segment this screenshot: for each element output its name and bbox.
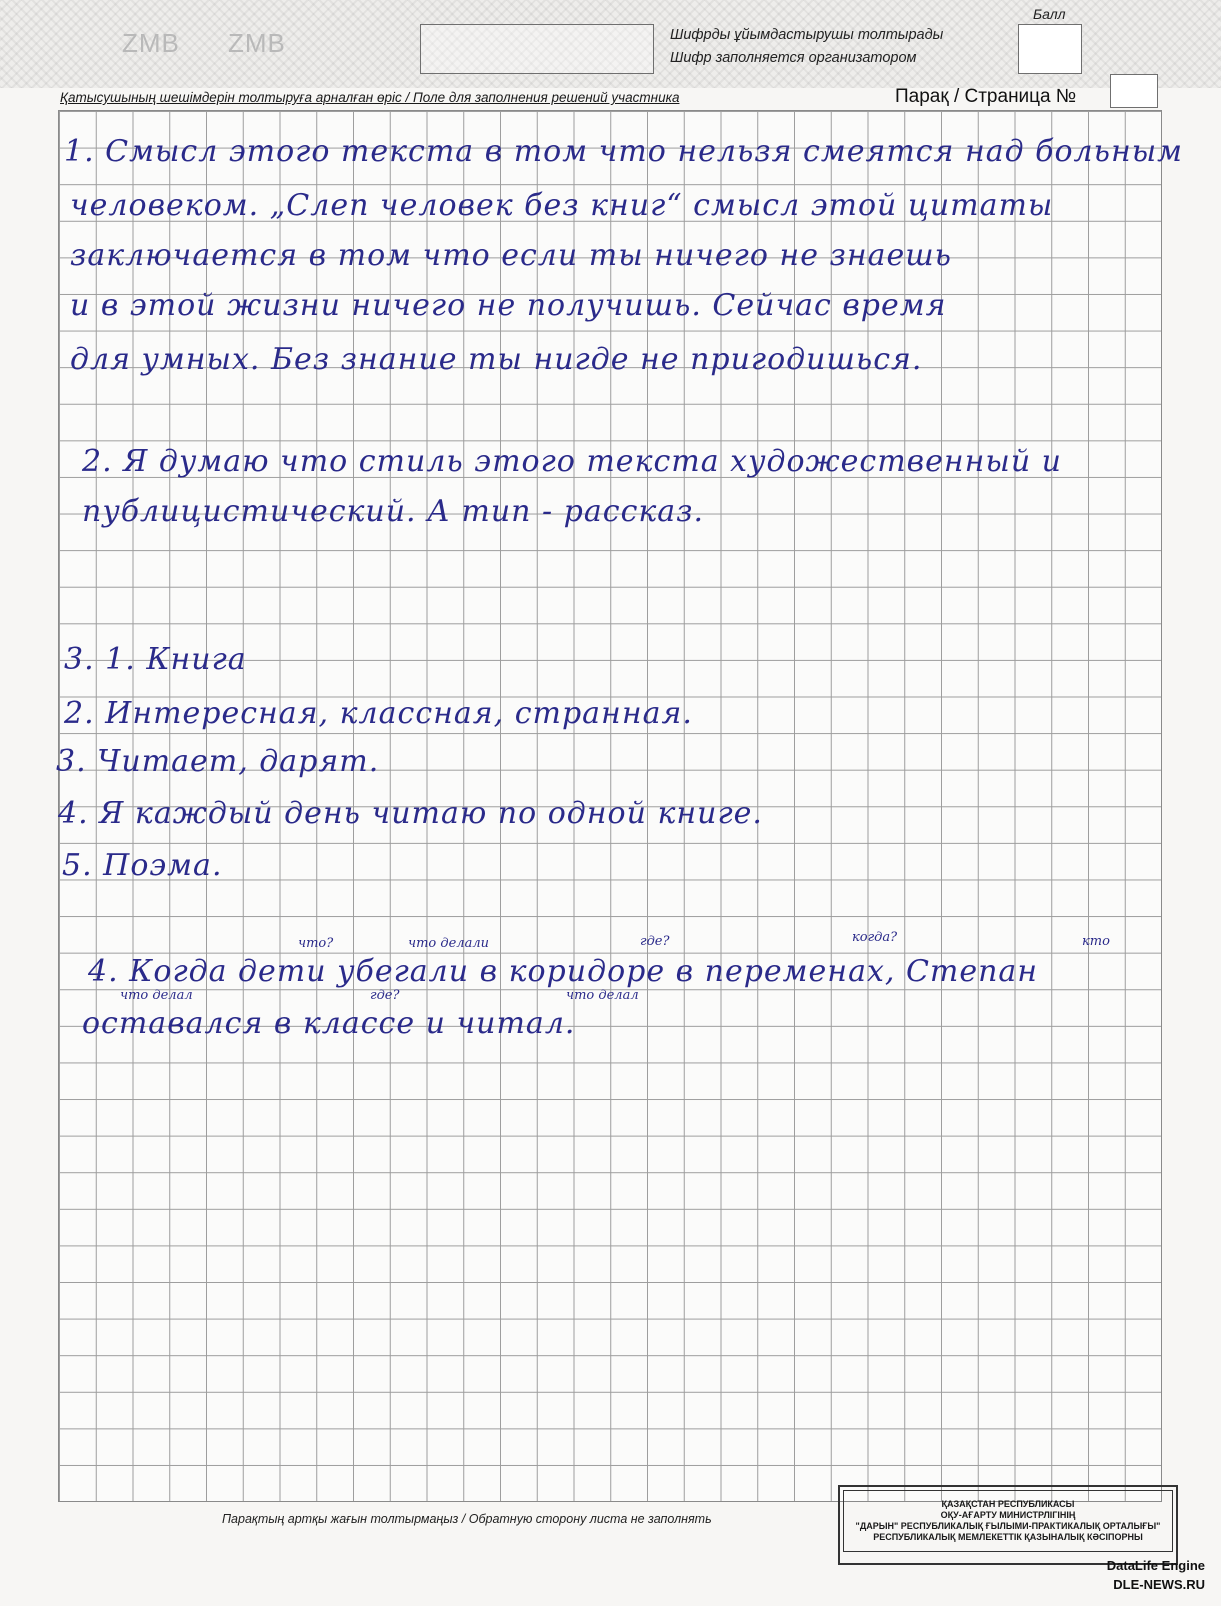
score-label: Балл — [1033, 6, 1066, 22]
handwritten-line: для умных. Без знание ты нигде не пригодишься. — [70, 342, 923, 377]
handwritten-line: 3. 1. Книга — [64, 642, 247, 677]
handwritten-line: 2. Интересная, классная, странная. — [64, 696, 693, 731]
handwritten-line: 1. Смысл этого текста в том что нельзя смеятся над больным — [64, 134, 1184, 169]
annotation: что делали — [408, 936, 489, 951]
page-number-label: Парақ / Страница № — [895, 86, 1077, 107]
cipher-label-ru: Шифр заполняется организатором — [670, 50, 917, 66]
handwritten-line: оставался в классе и читал. — [82, 1006, 576, 1041]
handwritten-line: заключается в том что если ты ничего не знаешь — [70, 238, 953, 273]
stamp-line: ҚАЗАҚСТАН РЕСПУБЛИКАСЫ — [941, 1499, 1075, 1509]
page-number-box[interactable] — [1110, 74, 1158, 108]
organization-stamp — [838, 1485, 1178, 1565]
annotation: что делал — [566, 988, 639, 1003]
annotation: кто — [1082, 934, 1110, 949]
footer-note: Парақтың артқы жағын толтырмаңыз / Обратную сторону листа не заполнять — [222, 1512, 712, 1526]
handwritten-line: публицистический. А тип - рассказ. — [82, 494, 705, 529]
header-band — [0, 0, 1221, 88]
brand-site: DLE-NEWS.RU — [1113, 1577, 1205, 1592]
score-box[interactable] — [1018, 24, 1082, 74]
handwritten-line: человеком. „Слеп человек без книг“ смысл этой цитаты — [70, 188, 1054, 223]
cipher-box[interactable] — [420, 24, 654, 74]
stamp-line: РЕСПУБЛИКАЛЫҚ МЕМЛЕКЕТТІК ҚАЗЫНАЛЫҚ КӘСІПОРНЫ — [873, 1532, 1143, 1542]
watermark: ZMB — [228, 28, 286, 58]
annotation: что? — [298, 936, 334, 951]
handwritten-line: 2. Я думаю что стиль этого текста художественный и — [82, 444, 1062, 479]
stamp-line: ОҚУ-АҒАРТУ МИНИСТРЛІГІНІҢ — [940, 1510, 1076, 1520]
annotation: когда? — [852, 930, 898, 945]
field-label: Қатысушының шешімдерін толтыруға арналған өріс / Поле для заполнения решений участника — [60, 90, 680, 105]
stamp-line: "ДАРЫН" РЕСПУБЛИКАЛЫҚ ҒЫЛЫМИ-ПРАКТИКАЛЫҚ ОРТАЛЫҒЫ" — [855, 1521, 1161, 1531]
brand-engine: DataLife Engine — [1106, 1558, 1205, 1573]
handwritten-line: 4. Я каждый день читаю по одной книге. — [58, 796, 763, 831]
watermark: ZMB — [122, 28, 180, 58]
handwritten-line: и в этой жизни ничего не получишь. Сейчас время — [70, 288, 947, 323]
handwritten-line: 3. Читает, дарят. — [56, 744, 380, 779]
annotation: где? — [640, 934, 670, 949]
cipher-label-kz: Шифрды ұйымдастырушы толтырады — [670, 27, 944, 43]
handwritten-line: 4. Когда дети убегали в коридоре в переменах, Степан — [88, 954, 1039, 989]
handwritten-line: 5. Поэма. — [62, 848, 223, 883]
annotation: что делал — [120, 988, 193, 1003]
annotation: где? — [370, 988, 400, 1003]
